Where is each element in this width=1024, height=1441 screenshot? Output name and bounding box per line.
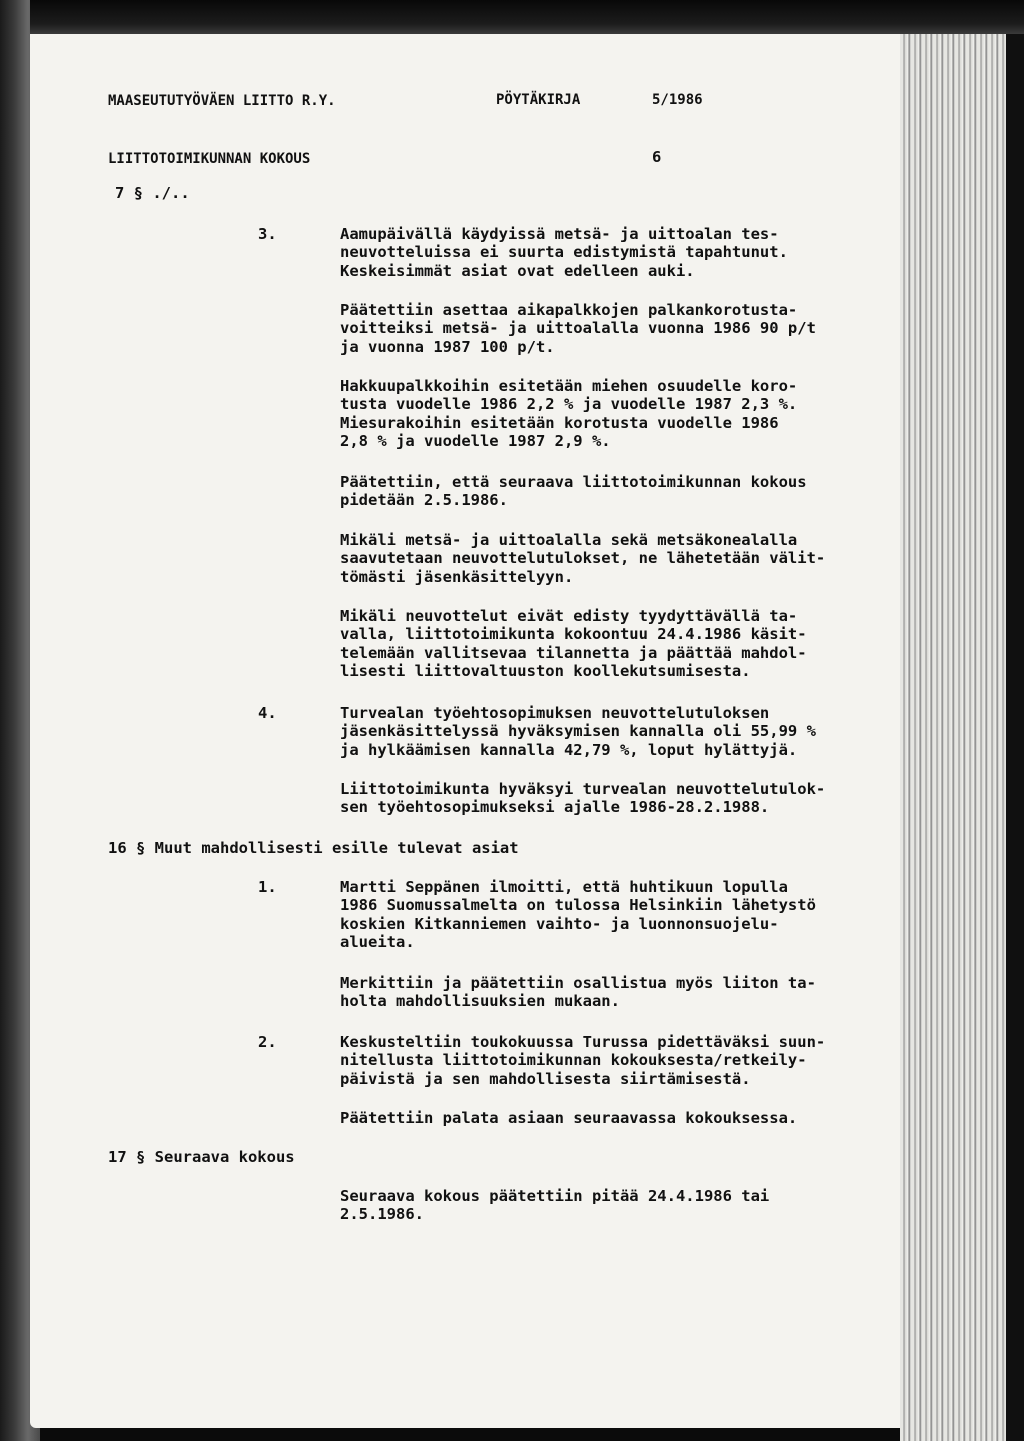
paragraph: Hakkuupalkkoihin esitetään miehen osuudelle koro- tusta vuodelle 1986 2,2 % ja vuodelle 1987 2,3 %. Miesurakoihin esitetään korotusta vuodelle 1986 2,8 % ja vuodelle 1987 2,9 %. — [340, 377, 798, 450]
paragraph: Mikäli neuvottelut eivät edisty tyydyttävällä ta- valla, liittotoimikunta kokoontuu 24.4.1986 käsit- telemään vallitsevaa tilannetta ja päättää mahdol- lisesti liittovaltuuston koollekutsumisesta. — [340, 607, 807, 680]
item-number-2: 2. — [258, 1033, 277, 1051]
paragraph: Keskusteltiin toukokuussa Turussa pidettäväksi suun- nitellusta liittotoimikunnan kokouksesta/retkeily- päivistä ja sen mahdollisesta siirtämisestä. — [340, 1033, 826, 1088]
paragraph: Päätettiin, että seuraava liittotoimikunnan kokous pidetään 2.5.1986. — [340, 473, 807, 510]
paragraph: Päätettiin palata asiaan seuraavassa kokouksessa. — [340, 1109, 798, 1127]
meeting-title: LIITTOTOIMIKUNNAN KOKOUS — [108, 151, 311, 167]
page-number: 6 — [652, 148, 662, 166]
organization-name: MAASEUTUTYÖVÄEN LIITTO R.Y. — [108, 93, 336, 109]
paragraph: Aamupäivällä käydyissä metsä- ja uittoalan tes- neuvotteluissa ei suurta edistymistä tapahtunut. Keskeisimmät asiat ovat edelleen auki. — [340, 225, 788, 280]
item-number-1: 1. — [258, 878, 277, 896]
scan-shadow-top — [30, 0, 1024, 34]
section-heading-17: 17 § Seuraava kokous — [108, 1148, 295, 1166]
paragraph: Päätettiin asettaa aikapalkkojen palkankorotusta- voitteiksi metsä- ja uittoalalla vuonna 1986 90 p/t ja vuonna 1987 100 p/t. — [340, 301, 816, 356]
document-number: 5/1986 — [652, 92, 703, 108]
item-number-3: 3. — [258, 225, 277, 243]
paragraph: Merkittiin ja päätettiin osallistua myös liiton ta- holta mahdollisuuksien mukaan. — [340, 974, 816, 1011]
binder-page-edges — [900, 28, 1024, 1441]
paragraph: Liittotoimikunta hyväksyi turvealan neuvottelutulok- sen työehtosopimukseksi ajalle 1986-28.2.1988. — [340, 780, 826, 817]
section-heading-16: 16 § Muut mahdollisesti esille tulevat asiat — [108, 839, 519, 857]
document-type: PÖYTÄKIRJA — [496, 92, 581, 108]
paragraph: Seuraava kokous päätettiin pitää 24.4.1986 tai 2.5.1986. — [340, 1187, 770, 1224]
paragraph: Mikäli metsä- ja uittoalalla sekä metsäkonealalla saavutetaan neuvottelutulokset, ne lähetetään välit- tömästi jäsenkäsittelyyn. — [340, 531, 826, 586]
paragraph: Turvealan työehtosopimuksen neuvottelutuloksen jäsenkäsittelyssä hyväksymisen kannalla oli 55,99 % ja hylkäämisen kannalla 42,79 %, loput hylättyjä. — [340, 704, 816, 759]
continuation-mark: 7 § ./.. — [115, 184, 190, 202]
paragraph: Martti Seppänen ilmoitti, että huhtikuun lopulla 1986 Suomussalmelta on tulossa Helsinkiin lähetystö koskien Kitkanniemen vaihto- ja luonnonsuojelu- alueita. — [340, 878, 816, 951]
item-number-4: 4. — [258, 704, 277, 722]
